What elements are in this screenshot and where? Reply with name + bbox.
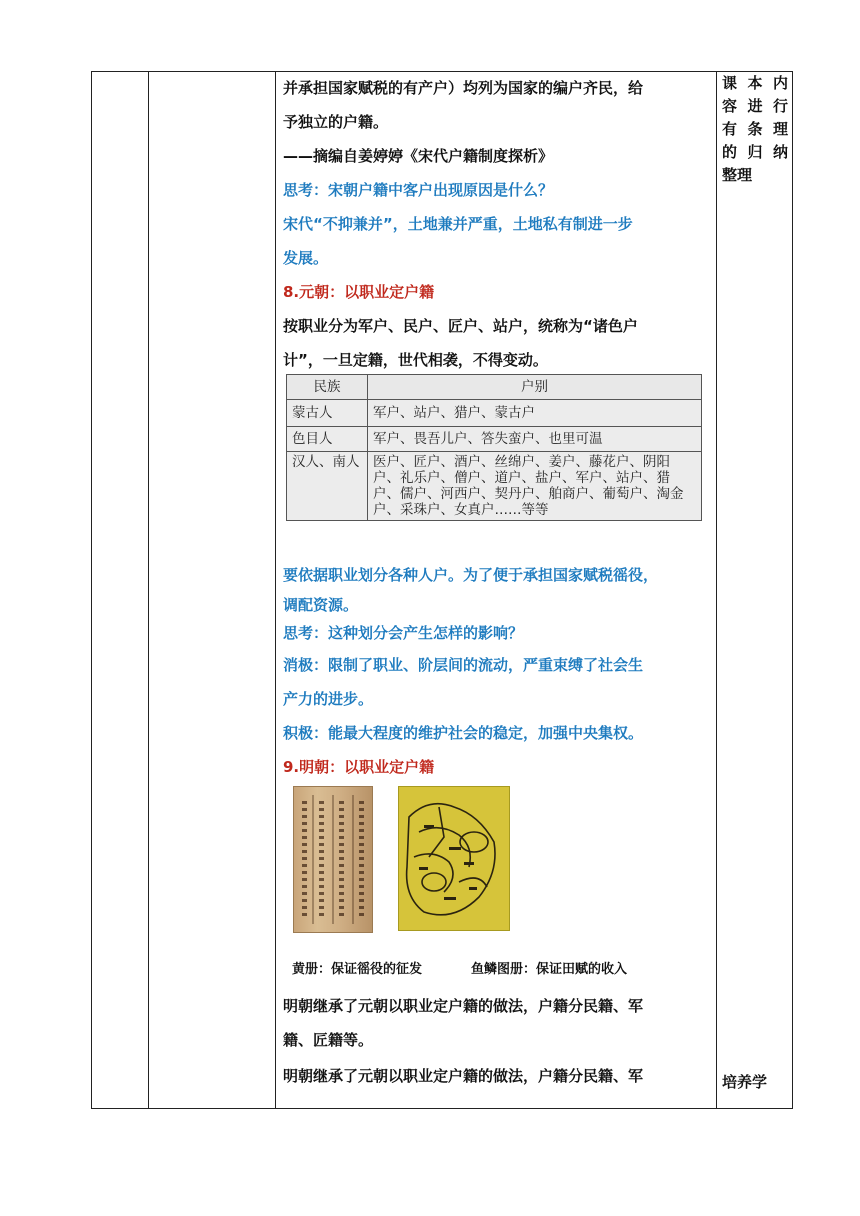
think-question-2: 思考：这种划分会产生怎样的影响？ (283, 624, 524, 642)
heading-ming: 9.明朝：以职业定户籍 (283, 758, 435, 776)
reason-text: 要依据职业划分各种人户。为了便于承担国家赋税徭役， (283, 566, 659, 584)
side-note-column (722, 72, 788, 187)
source-citation: ——摘编自姜婷婷《宋代户籍制度探析》 (283, 147, 554, 165)
side-note-line: 的归纳 (722, 143, 788, 161)
column-divider-1 (148, 71, 149, 1109)
yuan-desc: 按职业分为军户、民户、匠户、站户，统称为“诸色户 (283, 317, 638, 335)
negative-effect: 消极：限制了职业、阶层间的流动，严重束缚了社会生 (283, 656, 644, 674)
answer-1: 宋代“不抑兼并”，土地兼并严重，土地私有制进一步 (283, 215, 633, 233)
heading-yuan: 8.元朝：以职业定户籍 (283, 283, 435, 301)
side-note-bottom: 培养学 (722, 1073, 768, 1091)
cell-households: 军户、畏吾儿户、答失蛮户、也里可温 (368, 427, 702, 452)
yuan-desc-cont: 计”，一旦定籍，世代相袭，不得变动。 (283, 351, 548, 369)
cell-ethnic: 蒙古人 (287, 400, 368, 427)
header-households: 户别 (368, 375, 702, 400)
column-divider-3 (716, 71, 717, 1109)
ming-text-1: 明朝继承了元朝以职业定户籍的做法，户籍分民籍、军 (283, 997, 644, 1015)
side-note-line: 整理 (722, 166, 753, 184)
cell-households: 军户、站户、猎户、蒙古户 (368, 400, 702, 427)
text-line: 予独立的户籍。 (283, 113, 389, 131)
header-ethnic: 民族 (287, 375, 368, 400)
yellow-register-image (293, 786, 373, 933)
side-note-line: 容进行 (722, 97, 788, 115)
answer-1-cont: 发展。 (283, 249, 329, 267)
cell-ethnic: 汉人、南人 (287, 452, 368, 521)
fish-scale-map-image (398, 786, 510, 931)
positive-effect: 积极：能最大程度的维护社会的稳定，加强中央集权。 (283, 724, 644, 742)
reason-text-cont: 调配资源。 (283, 596, 359, 614)
column-divider-2 (275, 71, 276, 1109)
cell-ethnic: 色目人 (287, 427, 368, 452)
yuan-household-table (286, 374, 702, 521)
caption-yellow-register: 黄册：保证徭役的征发 (292, 962, 423, 977)
negative-effect-cont: 产力的进步。 (283, 690, 374, 708)
table-row (287, 452, 702, 521)
cell-households: 医户、匠户、酒户、丝绵户、姜户、藤花户、阴阳户、礼乐户、僧户、道户、盐户、军户、站户、猎户、儒户、河西户、契丹户、舶商户、葡萄户、淘金户、采珠户、女真户……等等 (368, 452, 702, 521)
text-line: 并承担国家赋税的有产户）均列为国家的编户齐民，给 (283, 79, 644, 97)
table-row (287, 400, 702, 427)
caption-fish-scale-map: 鱼鳞图册：保证田赋的收入 (471, 962, 628, 977)
ming-text-2: 明朝继承了元朝以职业定户籍的做法，户籍分民籍、军 (283, 1067, 644, 1085)
side-note-line: 课本内 (722, 74, 788, 92)
think-question-1: 思考：宋朝户籍中客户出现原因是什么？ (283, 181, 554, 199)
table-row (287, 427, 702, 452)
side-note-line: 有条理 (722, 120, 788, 138)
table-header-row (287, 375, 702, 400)
ming-text-1-cont: 籍、匠籍等。 (283, 1031, 374, 1049)
